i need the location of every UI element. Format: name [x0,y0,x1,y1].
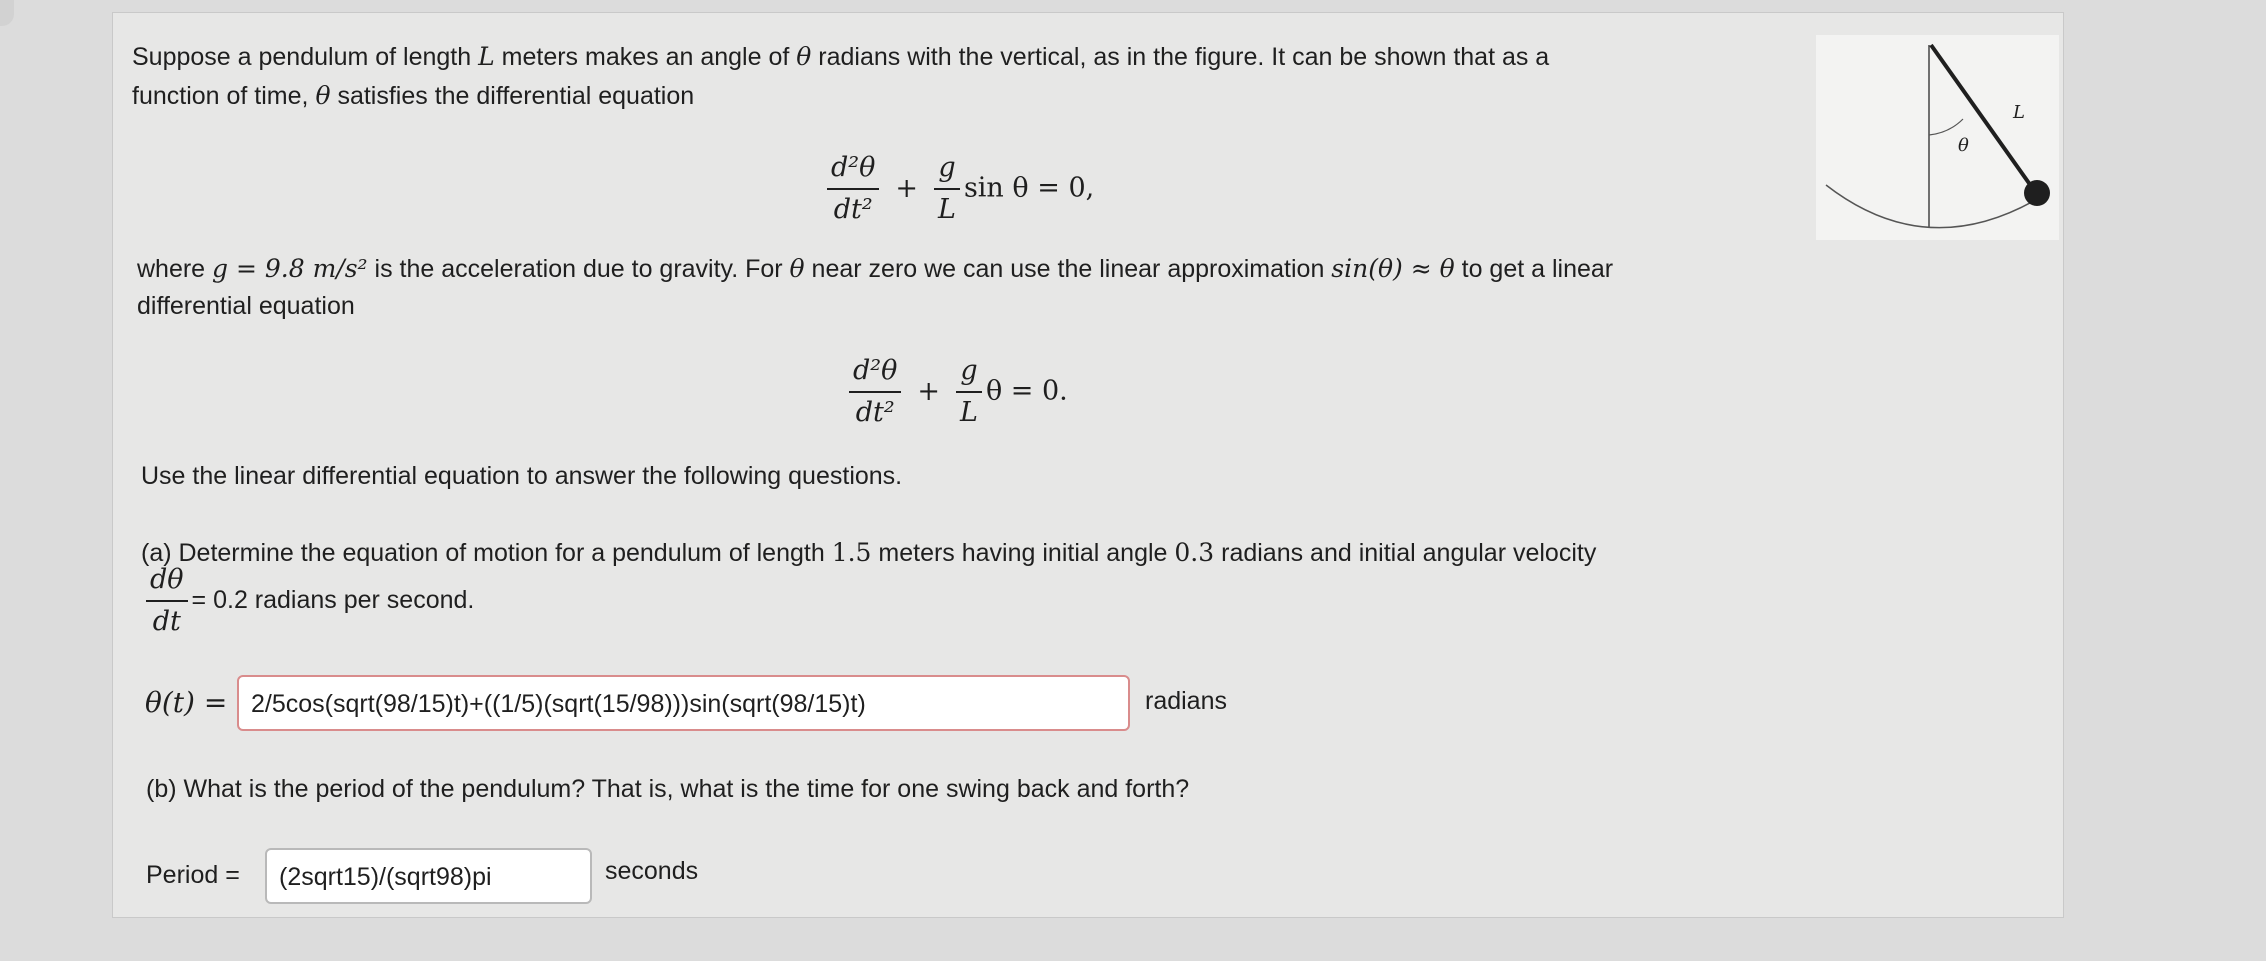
fraction-denominator: L [938,194,956,225]
part-a-text: radians and initial angular velocity [1214,539,1597,567]
where-line-1 [137,252,1613,286]
linear-equation [845,355,1068,429]
fraction-denominator: dt [152,606,181,637]
where-text: near zero we can use the linear approximation [804,255,1332,283]
intro-text: function of time, [132,82,316,110]
fraction-denominator: dt² [855,397,895,428]
part-a-velocity [146,564,474,638]
where-line-2 [137,289,355,323]
instruction-text: Use the linear differential equation to answer the following questions. [141,462,903,490]
where-text: is the acceleration due to gravity. For [367,255,790,283]
pendulum-bob [2024,180,2050,206]
nonlinear-equation [823,152,1094,226]
period-answer-input[interactable]: (2sqrt15)/(sqrt98)pi [265,848,592,904]
window-corner [0,0,14,26]
fraction-numerator: d²θ [849,355,901,393]
swing-arc [1826,185,2044,228]
var-theta: θ [315,81,331,110]
g-over-L-fraction [956,355,982,429]
fraction-numerator: g [934,152,960,190]
intro-line-2 [132,79,694,113]
angle-arc [1929,119,1963,135]
part-b-question: (b) What is the period of the pendulum? That is, what is the time for one swing back and forth? [146,775,1190,803]
fraction-numerator: g [956,355,982,393]
intro-text: satisfies the differential equation [330,82,695,110]
pendulum-diagram [1816,35,2059,240]
fraction-numerator: dθ [146,564,188,602]
equation-tail: sin θ = 0, [963,172,1095,204]
period-answer-label: Period = [146,861,240,889]
where-text: where [137,255,213,283]
intro-text: Suppose a pendulum of length [132,43,479,71]
radians-unit: radians [1145,687,1227,715]
approximation-expression: sin(θ) ≈ θ [1331,254,1455,283]
initial-angle-value: 0.3 [1174,538,1215,567]
plus-sign: + [917,375,940,407]
second-derivative-fraction [849,355,901,429]
var-L: L [478,42,495,71]
where-text: to get a linear [1454,255,1614,283]
part-a-text: (a) Determine the equation of motion for a pendulum of length [141,539,832,567]
where-text: differential equation [137,292,355,320]
fraction-denominator: dt² [833,194,873,225]
dtheta-dt-fraction [146,564,188,638]
intro-text: meters makes an angle of [494,43,797,71]
pendulum-figure [1816,35,2059,240]
equation-tail: θ = 0. [985,375,1068,407]
theta-answer-input[interactable]: 2/5cos(sqrt(98/15)t)+((1/5)(sqrt(15/98)))sin(sqrt(98/15)t) [237,675,1130,731]
theta-answer-label: θ(t) = [145,686,228,719]
theta-label: θ [1958,135,1969,156]
intro-text: radians with the vertical, as in the figure. It can be shown that as a [811,43,1550,71]
plus-sign: + [895,172,918,204]
gravity-expression: g = 9.8 m/s² [212,254,368,283]
part-a-text: meters having initial angle [871,539,1175,567]
var-theta: θ [796,42,812,71]
initial-velocity-text: = 0.2 radians per second. [191,586,475,615]
fraction-denominator: L [960,397,978,428]
second-derivative-fraction [827,152,879,226]
seconds-unit: seconds [605,857,699,885]
g-over-L-fraction [934,152,960,226]
pendulum-length-value: 1.5 [831,538,872,567]
fraction-numerator: d²θ [827,152,879,190]
var-theta: θ [789,254,805,283]
length-label: L [2013,102,2025,123]
intro-line-1 [132,40,1549,74]
